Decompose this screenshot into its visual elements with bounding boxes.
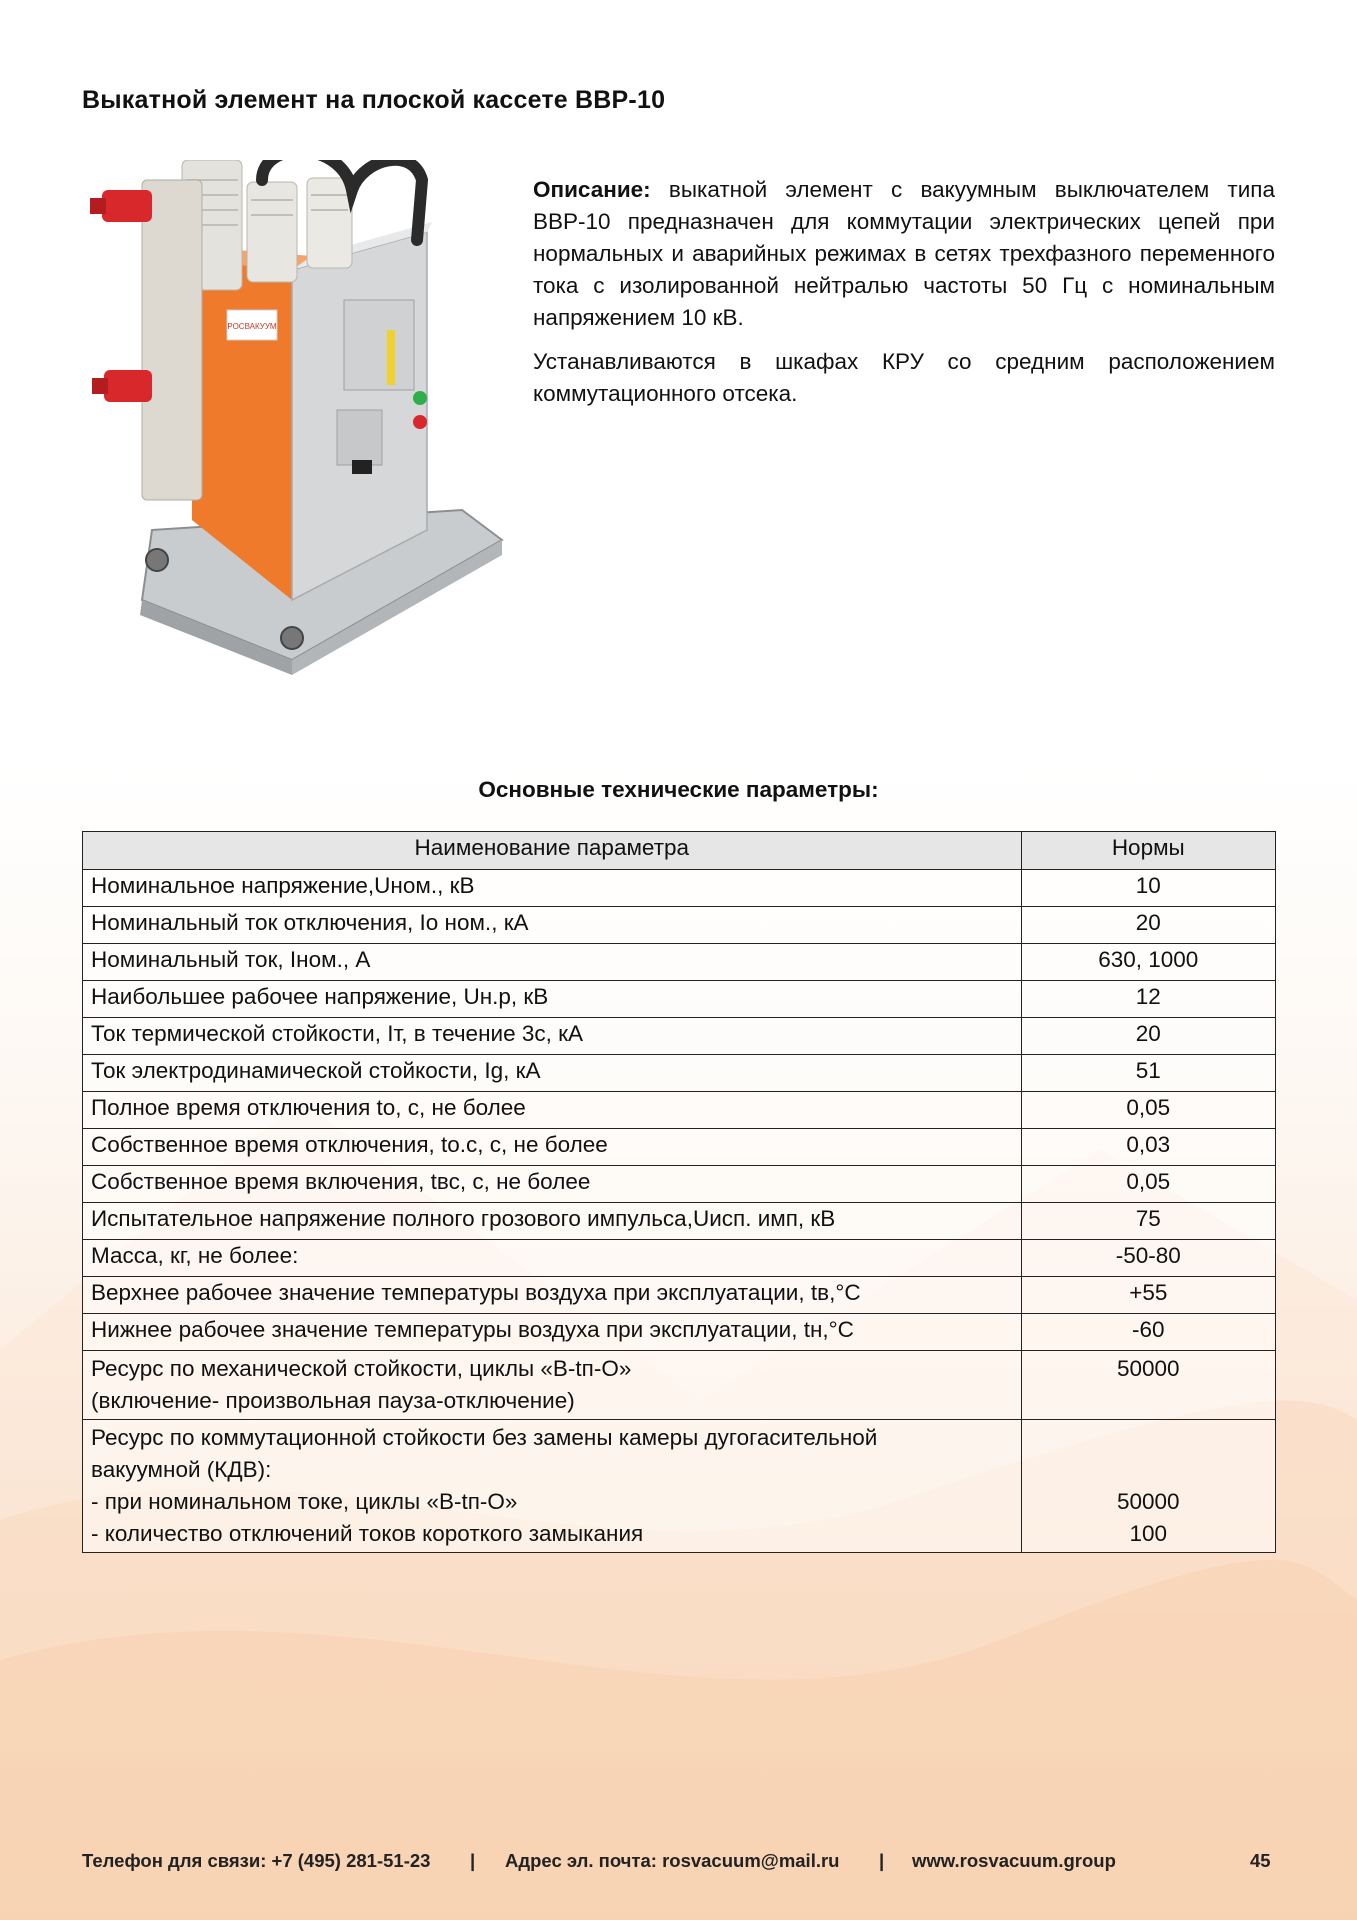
parameter-norm: 0,05 <box>1021 1166 1275 1203</box>
comm-resource-line-3: - при номинальном токе, циклы «В-tп-О» <box>91 1489 518 1514</box>
table-row <box>83 1314 1276 1351</box>
table-row <box>83 1351 1276 1420</box>
table-row <box>83 1240 1276 1277</box>
parameter-norm: 20 <box>1021 1018 1275 1055</box>
header-norms: Нормы <box>1021 832 1275 870</box>
parameter-name: Наибольшее рабочее напряжение, Uн.р, кВ <box>83 981 1022 1018</box>
comm-resource-norm-1: 50000 <box>1116 1489 1180 1514</box>
section-title: Основные технические параметры: <box>478 777 879 802</box>
parameter-name: Номинальное напряжение,Uном., кВ <box>83 870 1022 907</box>
table-row <box>83 1166 1276 1203</box>
parameter-name <box>83 1351 1022 1420</box>
parameters-table <box>82 831 1276 1553</box>
mech-resource-line-2: (включение- произвольная пауза-отключение) <box>91 1388 575 1413</box>
parameter-norm: 0,03 <box>1021 1129 1275 1166</box>
product-description <box>533 174 1275 422</box>
parameter-name: Собственное время включения, tвс, с, не более <box>83 1166 1022 1203</box>
footer-website[interactable]: www.rosvacuum.group <box>912 1850 1116 1871</box>
parameter-norm: 50000 <box>1021 1351 1275 1420</box>
footer-separator: | <box>470 1850 476 1871</box>
parameter-norm: 51 <box>1021 1055 1275 1092</box>
parameter-name <box>83 1420 1022 1553</box>
parameter-name: Испытательное напряжение полного грозового импульса,Uисп. имп, кВ <box>83 1203 1022 1240</box>
description-paragraph-2: Устанавливаются в шкафах КРУ со средним расположением коммутационного отсека. <box>533 349 1275 406</box>
page-number: 45 <box>1250 1850 1271 1871</box>
header-parameter-name: Наименование параметра <box>83 832 1022 870</box>
table-row <box>83 944 1276 981</box>
parameter-name: Ток электродинамической стойкости, Ig, кА <box>83 1055 1022 1092</box>
parameter-name: Нижнее рабочее значение температуры воздуха при эксплуатации, tн,°C <box>83 1314 1022 1351</box>
parameter-name: Масса, кг, не более: <box>83 1240 1022 1277</box>
parameter-norm: 630, 1000 <box>1021 944 1275 981</box>
description-text: выкатной элемент с вакуумным выключателем типа ВВР-10 предназначен для коммутации электрических цепей при нормальных и аварийных режимах в сетях трехфазного переменного тока с изолированной нейтралью частоты 50 Гц с номинальным напряжением 10 кВ. <box>533 177 1275 330</box>
page-title: Выкатной элемент на плоской кассете ВВР-10 <box>82 86 666 114</box>
parameter-norm: 20 <box>1021 907 1275 944</box>
table-row <box>83 870 1276 907</box>
footer-email: Адрес эл. почта: rosvacuum@mail.ru <box>505 1850 840 1871</box>
comm-resource-line-1: Ресурс по коммутационной стойкости без замены камеры дугогасительной <box>91 1425 878 1450</box>
page-footer <box>82 1850 1276 1880</box>
comm-resource-line-2: вакуумной (КДВ): <box>91 1457 272 1482</box>
parameter-norm: -60 <box>1021 1314 1275 1351</box>
parameter-norm: +55 <box>1021 1277 1275 1314</box>
product-logo: РОСВАКУУМ <box>227 322 277 331</box>
parameter-norm: 12 <box>1021 981 1275 1018</box>
parameter-norm: -50-80 <box>1021 1240 1275 1277</box>
table-row <box>83 1092 1276 1129</box>
mech-resource-line-1: Ресурс по механической стойкости, циклы «В-tп-О» <box>91 1356 632 1381</box>
table-row <box>83 1055 1276 1092</box>
table-row <box>83 981 1276 1018</box>
footer-phone: Телефон для связи: +7 (495) 281-51-23 <box>82 1850 431 1871</box>
table-row <box>83 1420 1276 1553</box>
parameter-name: Собственное время отключения, to.c, с, не более <box>83 1129 1022 1166</box>
parameter-norm: 10 <box>1021 870 1275 907</box>
parameter-norm <box>1021 1420 1275 1553</box>
parameter-name: Полное время отключения to, с, не более <box>83 1092 1022 1129</box>
table-row <box>83 1129 1276 1166</box>
table-row <box>83 907 1276 944</box>
description-lead: Описание: <box>533 177 651 202</box>
footer-separator: | <box>879 1850 885 1871</box>
table-row <box>83 1277 1276 1314</box>
table-row <box>83 1203 1276 1240</box>
parameter-name: Верхнее рабочее значение температуры воздуха при эксплуатации, tв,°C <box>83 1277 1022 1314</box>
parameter-name: Номинальный ток, Iном., А <box>83 944 1022 981</box>
circuit-breaker-photo <box>82 160 512 680</box>
table-row <box>83 1018 1276 1055</box>
parameter-norm: 0,05 <box>1021 1092 1275 1129</box>
comm-resource-norm-2: 100 <box>1129 1521 1168 1546</box>
comm-resource-line-4: - количество отключений токов короткого замыкания <box>91 1521 644 1546</box>
parameter-norm: 75 <box>1021 1203 1275 1240</box>
parameter-name: Номинальный ток отключения, Io ном., кА <box>83 907 1022 944</box>
parameter-name: Ток термической стойкости, Iт, в течение 3с, кА <box>83 1018 1022 1055</box>
